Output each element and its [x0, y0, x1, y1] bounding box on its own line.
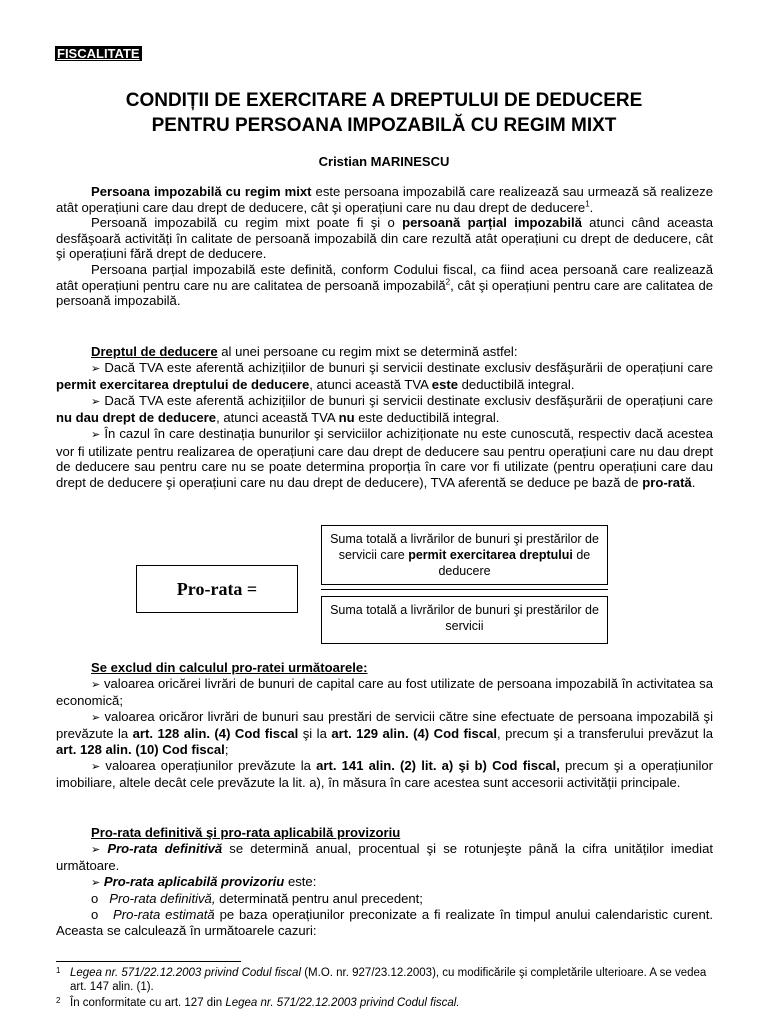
list-item: ➢ Pro-rata definitivă se determină anual, procentual şi se rotunjeşte până la cifra unităților imediat următoare. [56, 840, 714, 874]
footnote-divider [56, 961, 241, 962]
fraction-line [321, 589, 608, 590]
list-item: ➢ Pro-rata aplicabilă provizoriu este: [91, 873, 317, 889]
prorata-label-box: Pro-rata = [136, 565, 298, 613]
paragraph-3: Persoana parțial impozabilă este definită, conform Codului fiscal, ca fiind acea persoană care realizează atât operațiuni pentru care nu are calitatea de persoană impozabilă$^2$, cât şi operațiuni pentru care are calitatea de persoană impozabilă. [56, 261, 714, 309]
list-item: ➢ Dacă TVA este aferentă achizițiilor de bunuri şi servicii destinate exclusiv desfăşurării de operațiuni care permit exercitarea dreptului de deducere, atunci această TVA este deductibilă integral. [56, 359, 713, 393]
author: Cristian MARINESCU [318, 154, 450, 169]
prorata-numerator-box: Suma totală a livrărilor de bunuri şi prestărilor de servicii care permit exercitarea dreptului de deducere [321, 525, 608, 585]
paragraph-6: Pro-rata definitivă şi pro-rata aplicabilă provizoriu [91, 825, 401, 840]
arrow-bullet-icon: ➢ [91, 843, 101, 856]
arrow-bullet-icon: ➢ [91, 678, 101, 691]
list-item: ➢ valoarea oricărei livrări de bunuri de capital care au fost utilizate de persoana impozabilă în activitatea sa economică; [56, 675, 713, 709]
list-item: o Pro-rata estimată pe baza operațiunilor preconizate a fi realizate în timpul anului calendaristic curent. Aceasta se calculează în următoarele cazuri: [56, 906, 714, 938]
list-item: ➢ În cazul în care destinația bunurilor şi serviciilor achiziționate nu este cunoscută, respectiv dacă acestea vor fi utilizate pentru realizarea de operațiuni care dau drept de deducere sau pentru operațiuni care nu dau drept de deducere sau pentru care nu se poate determina proporția în care vor fi utilizate (pentru operațiuni care dau drept de deducere şi operațiuni care nu dau drept de deducere), TVA aferentă se deduce pe bază de pro-rată. [56, 425, 713, 490]
circle-bullet-icon: o [91, 906, 99, 922]
arrow-bullet-icon: ➢ [91, 760, 101, 773]
list-item: ➢ Dacă TVA este aferentă achizițiilor de bunuri şi servicii destinate exclusiv desfăşurării de operațiuni care nu dau drept de deducere, atunci această TVA nu este deductibilă integral. [56, 392, 713, 426]
deduction-section [56, 344, 713, 490]
prorata-denominator-box: Suma totală a livrărilor de bunuri şi prestărilor de servicii [321, 596, 608, 644]
prorata-types-section [56, 825, 713, 938]
list-item: o Pro-rata definitivă, determinată pentru anul precedent; [91, 891, 423, 907]
paragraph-1: Persoana impozabilă cu regim mixt este persoana impozabilă care realizează sau urmează să realizeze atât operațiuni care dau drept de deducere, cât şi operațiuni care nu dau drept de deducere$^1$. [56, 184, 714, 215]
circle-bullet-icon: o [91, 891, 99, 907]
list-item: ➢ valoarea oricăror livrări de bunuri sau prestări de servicii către sine efectuate de persoana impozabilă şi prevăzute la art. 128 alin. (4) Cod fiscal şi la art. 129 alin. (4) Cod fiscal, precum şi a transferului prevăzut la art. 128 alin. (10) Cod fiscal; [56, 708, 714, 757]
footnote-2: 2 În conformitate cu art. 127 din Legea nr. 571/22.12.2003 privind Codul fiscal. [56, 996, 460, 1009]
paragraph-4: Dreptul de deducere al unei persoane cu regim mixt se determină astfel: [91, 344, 518, 359]
section-tag: FISCALITATE [57, 46, 140, 61]
arrow-bullet-icon: ➢ [91, 876, 101, 889]
arrow-bullet-icon: ➢ [91, 711, 101, 724]
arrow-bullet-icon: ➢ [91, 362, 101, 375]
page-title [60, 88, 708, 138]
title-line-1: CONDIȚII DE EXERCITARE A DREPTULUI DE DEDUCERE [125, 90, 643, 111]
arrow-bullet-icon: ➢ [91, 395, 101, 408]
exclusions-section [56, 660, 713, 791]
paragraph-5: Se exclud din calculul pro-ratei următoarele: [91, 660, 368, 675]
arrow-bullet-icon: ➢ [91, 428, 101, 441]
title-line-2: PENTRU PERSOANA IMPOZABILĂ CU REGIM MIXT [151, 115, 617, 136]
footnote-1: 1 Legea nr. 571/22.12.2003 privind Codul fiscal (M.O. nr. 927/23.12.2003), cu modificările şi completările ulterioare. A se vedea art. 147 alin. (1). [56, 966, 707, 993]
list-item: ➢ valoarea operațiunilor prevăzute la art. 141 alin. (2) lit. a) şi b) Cod fiscal, precum şi a operațiunilor imobiliare, altele decât cele prevăzute la lit. a), în măsura în care acestea sunt accesorii activității principale. [56, 757, 714, 791]
intro-section [56, 184, 713, 309]
paragraph-2: Persoană impozabilă cu regim mixt poate fi şi o persoană parțial impozabilă atunci când aceasta desfăşoară activități în calitate de persoană impozabilă din care rezultă atât operațiuni cu drept de deducere, cât şi operațiuni fără drept de deducere. [56, 215, 714, 262]
